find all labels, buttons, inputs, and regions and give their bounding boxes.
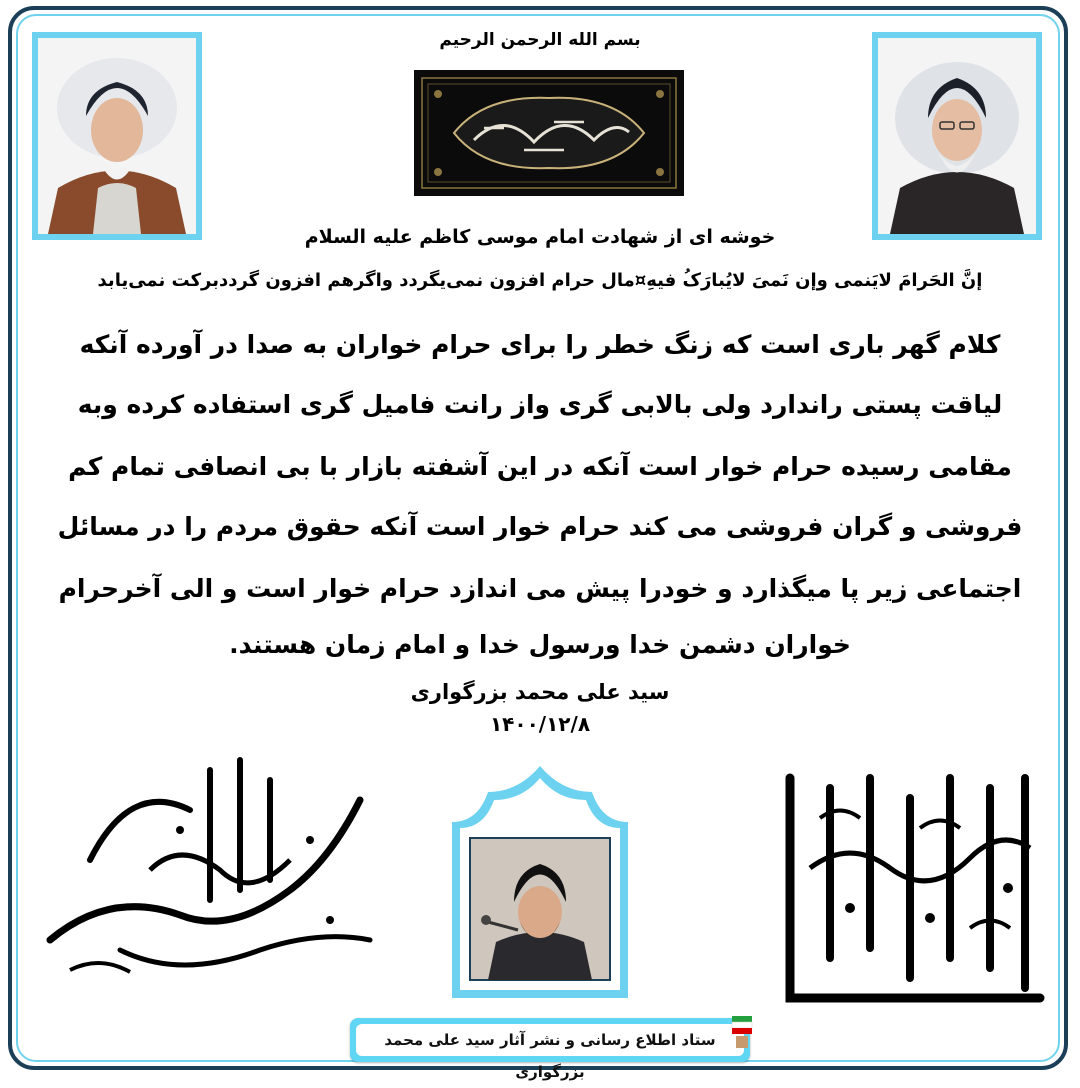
hadith: إنَّ الحَرامَ لایَنمی وإن نَمیَ لایُبارَکُ فیهِ¤مال حرام افزون نمی‌یگردد واگرهم افزون گرددبرکت نمی‌یابد: [97, 270, 983, 291]
body-line: لیاقت پستی راندارد ولی بالابی گری واز رانت فامیل گری استفاده کرده وبه: [77, 390, 1003, 419]
banner-ornament: [414, 70, 684, 196]
calligraphy-left: [30, 740, 390, 990]
body-line: خواران دشمن خدا ورسول خدا و امام زمان هستند.: [229, 630, 851, 659]
calligraphy-right: [770, 748, 1060, 1018]
portrait-right-figure: [878, 38, 1036, 234]
footer-text: ستاد اطلاع رسانی و نشر آثار سید علی محمد بزرگواری: [356, 1024, 744, 1056]
body-line: اجتماعی زیر پا میگذارد و خودرا پیش می اندازد حرام خوار است و الی آخرحرام: [58, 574, 1022, 603]
date: ۱۴۰۰/۱۲/۸: [489, 712, 591, 736]
basmala: بسم الله الرحمن الرحیم: [439, 30, 641, 50]
footer-badge: [350, 1018, 750, 1081]
portrait-right-photo: [878, 38, 1036, 234]
body-line: فروشی و گران فروشی می کند حرام خوار است آنکه حقوق مردم را در مسائل: [57, 512, 1023, 541]
portrait-left-photo: [38, 38, 196, 234]
author-name: سید علی محمد بزرگواری: [410, 680, 670, 704]
body-line: مقامی رسیده حرام خوار است آنکه در این آشفته بازار با بی انصافی تمام کم: [68, 452, 1012, 481]
portrait-center-frame: [448, 762, 632, 998]
calligraphy-banner: [414, 70, 684, 196]
portrait-center: [448, 762, 632, 998]
flag-hand-icon: [728, 1012, 756, 1052]
body-line: کلام گهر باری است که زنگ خطر را برای حرام خواران به صدا در آورده آنکه: [79, 330, 1001, 359]
heading: خوشه ای از شهادت امام موسی کاظم علیه السلام: [304, 226, 776, 248]
portrait-right: [872, 32, 1042, 240]
portrait-left: [32, 32, 202, 240]
portrait-left-figure: [38, 38, 196, 234]
